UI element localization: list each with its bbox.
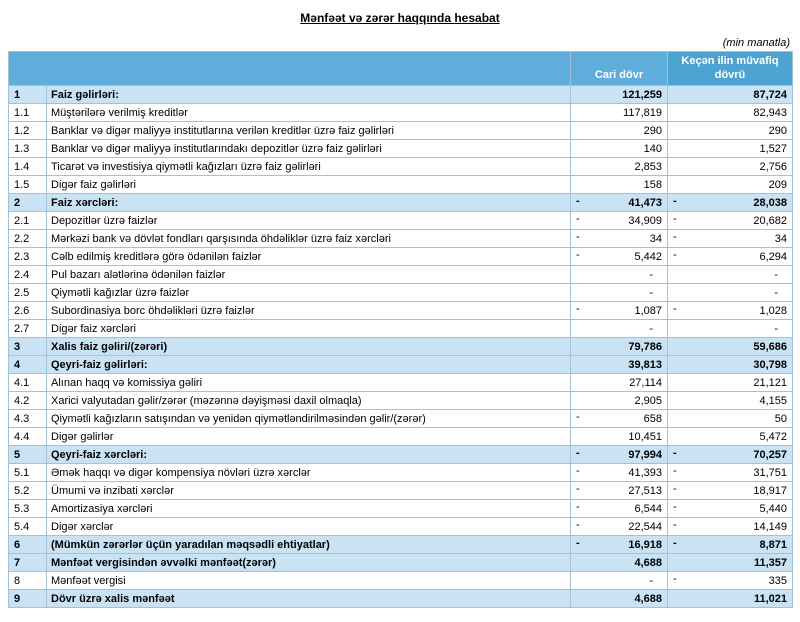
column-header-previous-period: Keçən ilin müvafiq dövrü xyxy=(668,52,793,86)
value-previous-period: 87,724 xyxy=(668,86,793,104)
table-row xyxy=(9,554,793,572)
value-current-period xyxy=(571,212,668,230)
row-label: Faiz gəlirləri: xyxy=(47,86,571,104)
value-current-period xyxy=(571,464,668,482)
negative-sign: - xyxy=(673,231,677,243)
cell-amount: 6,294 xyxy=(759,250,787,263)
cell-amount: 1,028 xyxy=(759,304,787,317)
row-label: Pul bazarı alətlərinə ödənilən faizlər xyxy=(47,266,571,284)
negative-sign: - xyxy=(673,465,677,477)
unit-note: (min manatla) xyxy=(722,37,790,49)
value-current-period xyxy=(571,500,668,518)
cell-amount: 70,257 xyxy=(753,448,787,461)
value-current-period: 121,259 xyxy=(571,86,668,104)
value-previous-period xyxy=(668,482,793,500)
value-current-period: 2,905 xyxy=(571,392,668,410)
value-current-period: - xyxy=(571,266,668,284)
value-current-period xyxy=(571,536,668,554)
row-number: 2.6 xyxy=(9,302,47,320)
cell-amount: 97,994 xyxy=(628,448,662,461)
row-label: Banklar və digər maliyyə institutlarına verilən kreditlər üzrə faiz gəlirləri xyxy=(47,122,571,140)
row-label: (Mümkün zərərlər üçün yaradılan məqsədli ehtiyatlar) xyxy=(47,536,571,554)
table-row xyxy=(9,410,793,428)
row-label: Qeyri-faiz xərcləri: xyxy=(47,446,571,464)
table-row xyxy=(9,176,793,194)
row-number: 4.3 xyxy=(9,410,47,428)
cell-amount: 18,917 xyxy=(753,484,787,497)
value-current-period: 4,688 xyxy=(571,554,668,572)
row-number: 1.4 xyxy=(9,158,47,176)
value-previous-period: 30,798 xyxy=(668,356,793,374)
row-number: 9 xyxy=(9,590,47,608)
negative-sign: - xyxy=(576,501,580,513)
negative-sign: - xyxy=(673,303,677,315)
row-number: 6 xyxy=(9,536,47,554)
row-label: Ticarət və investisiya qiymətli kağızları üzrə faiz gəlirləri xyxy=(47,158,571,176)
table-row xyxy=(9,158,793,176)
value-current-period: 117,819 xyxy=(571,104,668,122)
value-current-period xyxy=(571,248,668,266)
row-number: 1.2 xyxy=(9,122,47,140)
row-number: 5.3 xyxy=(9,500,47,518)
value-previous-period xyxy=(668,446,793,464)
negative-sign: - xyxy=(673,573,677,585)
row-label: Digər faiz xərcləri xyxy=(47,320,571,338)
table-row xyxy=(9,230,793,248)
row-label: Digər xərclər xyxy=(47,518,571,536)
row-label: Mənfəət vergisi xyxy=(47,572,571,590)
row-label: Faiz xərcləri: xyxy=(47,194,571,212)
value-current-period xyxy=(571,482,668,500)
cell-amount: 5,440 xyxy=(759,502,787,515)
value-current-period: - xyxy=(571,320,668,338)
table-row xyxy=(9,86,793,104)
row-label: Amortizasiya xərcləri xyxy=(47,500,571,518)
row-label: Mənfəət vergisindən əvvəlki mənfəət(zərər) xyxy=(47,554,571,572)
row-label: Mərkəzi bank və dövlət fondları qarşısında öhdəliklər üzrə faiz xərcləri xyxy=(47,230,571,248)
row-number: 7 xyxy=(9,554,47,572)
value-current-period: 290 xyxy=(571,122,668,140)
row-number: 5.4 xyxy=(9,518,47,536)
row-number: 1.5 xyxy=(9,176,47,194)
value-previous-period: 50 xyxy=(668,410,793,428)
negative-sign: - xyxy=(576,195,580,207)
value-previous-period xyxy=(668,464,793,482)
table-row xyxy=(9,284,793,302)
row-number: 2.7 xyxy=(9,320,47,338)
value-previous-period: 209 xyxy=(668,176,793,194)
value-previous-period xyxy=(668,212,793,230)
negative-sign: - xyxy=(576,249,580,261)
table-row xyxy=(9,356,793,374)
negative-sign: - xyxy=(576,519,580,531)
negative-sign: - xyxy=(673,249,677,261)
value-previous-period: - xyxy=(668,284,793,302)
table-row xyxy=(9,482,793,500)
table-row xyxy=(9,464,793,482)
row-number: 4.4 xyxy=(9,428,47,446)
row-label: Digər faiz gəlirləri xyxy=(47,176,571,194)
cell-amount: 22,544 xyxy=(628,520,662,533)
negative-sign: - xyxy=(576,303,580,315)
row-number: 3 xyxy=(9,338,47,356)
page-title: Mənfəət və zərər haqqında hesabat xyxy=(300,11,500,25)
value-current-period: 158 xyxy=(571,176,668,194)
cell-amount: 34 xyxy=(774,232,787,245)
row-label: Ümumi və inzibati xərclər xyxy=(47,482,571,500)
cell-amount: 658 xyxy=(643,412,662,425)
row-label: Banklar və digər maliyyə institutlarındakı depozitlər üzrə faiz gəlirləri xyxy=(47,140,571,158)
cell-amount: 335 xyxy=(768,574,787,587)
table-body xyxy=(9,86,793,608)
row-label: Müştərilərə verilmiş kreditlər xyxy=(47,104,571,122)
cell-amount: 6,544 xyxy=(634,502,662,515)
value-previous-period: 82,943 xyxy=(668,104,793,122)
cell-amount: 28,038 xyxy=(753,196,787,209)
value-previous-period xyxy=(668,248,793,266)
row-number: 4.2 xyxy=(9,392,47,410)
table-row xyxy=(9,590,793,608)
value-previous-period: - xyxy=(668,266,793,284)
row-label: Xarici valyutadan gəlir/zərər (məzənnə dəyişməsi daxil olmaqla) xyxy=(47,392,571,410)
row-label: Qeyri-faiz gəlirləri: xyxy=(47,356,571,374)
row-label: Alınan haqq və komissiya gəliri xyxy=(47,374,571,392)
value-previous-period: - xyxy=(668,320,793,338)
negative-sign: - xyxy=(576,465,580,477)
value-previous-period: 1,527 xyxy=(668,140,793,158)
row-number: 5 xyxy=(9,446,47,464)
row-number: 2.1 xyxy=(9,212,47,230)
value-current-period xyxy=(571,194,668,212)
value-previous-period xyxy=(668,302,793,320)
value-current-period: 140 xyxy=(571,140,668,158)
cell-amount: 16,918 xyxy=(628,538,662,551)
value-current-period: - xyxy=(571,284,668,302)
table-row xyxy=(9,122,793,140)
cell-amount: 1,087 xyxy=(634,304,662,317)
value-current-period: 10,451 xyxy=(571,428,668,446)
row-number: 1.1 xyxy=(9,104,47,122)
value-previous-period: 5,472 xyxy=(668,428,793,446)
row-label: Xalis faiz gəliri/(zərəri) xyxy=(47,338,571,356)
value-current-period: - xyxy=(571,572,668,590)
negative-sign: - xyxy=(576,231,580,243)
row-label: Digər gəlirlər xyxy=(47,428,571,446)
table-row xyxy=(9,302,793,320)
row-label: Dövr üzrə xalis mənfəət xyxy=(47,590,571,608)
cell-amount: 41,393 xyxy=(628,466,662,479)
negative-sign: - xyxy=(673,501,677,513)
row-label: Qiymətli kağızların satışından və yenidən qiymətləndirilməsindən gəlir/(zərər) xyxy=(47,410,571,428)
cell-amount: 27,513 xyxy=(628,484,662,497)
cell-amount: 31,751 xyxy=(753,466,787,479)
row-label: Cəlb edilmiş kreditlərə görə ödənilən faizlər xyxy=(47,248,571,266)
row-label: Qiymətli kağızlar üzrə faizlər xyxy=(47,284,571,302)
table-header xyxy=(9,52,793,86)
row-number: 1 xyxy=(9,86,47,104)
value-previous-period: 290 xyxy=(668,122,793,140)
negative-sign: - xyxy=(576,213,580,225)
negative-sign: - xyxy=(673,447,677,459)
table-row xyxy=(9,428,793,446)
table-row xyxy=(9,212,793,230)
header-row xyxy=(9,52,793,86)
value-current-period: 4,688 xyxy=(571,590,668,608)
row-number: 2.5 xyxy=(9,284,47,302)
row-label: Depozitlər üzrə faizlər xyxy=(47,212,571,230)
negative-sign: - xyxy=(673,195,677,207)
value-current-period: 2,853 xyxy=(571,158,668,176)
cell-amount: 8,871 xyxy=(759,538,787,551)
value-previous-period: 4,155 xyxy=(668,392,793,410)
table-row xyxy=(9,248,793,266)
row-number: 2 xyxy=(9,194,47,212)
row-number: 5.2 xyxy=(9,482,47,500)
row-number: 1.3 xyxy=(9,140,47,158)
value-current-period: 79,786 xyxy=(571,338,668,356)
value-current-period xyxy=(571,446,668,464)
value-previous-period xyxy=(668,572,793,590)
column-header-current-period: Cari dövr xyxy=(571,52,668,86)
table-row xyxy=(9,338,793,356)
table-row xyxy=(9,374,793,392)
row-number: 4 xyxy=(9,356,47,374)
negative-sign: - xyxy=(673,537,677,549)
table-row xyxy=(9,194,793,212)
header-corner-cell xyxy=(9,52,571,86)
table-row xyxy=(9,572,793,590)
negative-sign: - xyxy=(576,411,580,423)
cell-amount: 14,149 xyxy=(753,520,787,533)
value-previous-period: 11,357 xyxy=(668,554,793,572)
value-current-period: 39,813 xyxy=(571,356,668,374)
cell-amount: 34 xyxy=(649,232,662,245)
row-number: 4.1 xyxy=(9,374,47,392)
value-previous-period: 11,021 xyxy=(668,590,793,608)
value-current-period xyxy=(571,302,668,320)
cell-amount: 34,909 xyxy=(628,214,662,227)
negative-sign: - xyxy=(576,483,580,495)
value-previous-period xyxy=(668,230,793,248)
negative-sign: - xyxy=(576,537,580,549)
row-label: Subordinasiya borc öhdəlikləri üzrə faizlər xyxy=(47,302,571,320)
value-previous-period xyxy=(668,500,793,518)
table-row xyxy=(9,446,793,464)
row-label: Əmək haqqı və digər kompensiya növləri üzrə xərclər xyxy=(47,464,571,482)
value-previous-period xyxy=(668,194,793,212)
cell-amount: 5,442 xyxy=(634,250,662,263)
value-current-period: 27,114 xyxy=(571,374,668,392)
row-number: 2.3 xyxy=(9,248,47,266)
cell-amount: 41,473 xyxy=(628,196,662,209)
table-row xyxy=(9,500,793,518)
negative-sign: - xyxy=(576,447,580,459)
value-previous-period: 59,686 xyxy=(668,338,793,356)
negative-sign: - xyxy=(673,519,677,531)
value-current-period xyxy=(571,230,668,248)
table-row xyxy=(9,104,793,122)
table-row xyxy=(9,518,793,536)
row-number: 5.1 xyxy=(9,464,47,482)
value-previous-period: 21,121 xyxy=(668,374,793,392)
row-number: 8 xyxy=(9,572,47,590)
table-row xyxy=(9,266,793,284)
row-number: 2.4 xyxy=(9,266,47,284)
value-previous-period xyxy=(668,518,793,536)
value-previous-period xyxy=(668,536,793,554)
negative-sign: - xyxy=(673,483,677,495)
table-row xyxy=(9,140,793,158)
cell-amount: 20,682 xyxy=(753,214,787,227)
negative-sign: - xyxy=(673,213,677,225)
row-number: 2.2 xyxy=(9,230,47,248)
value-current-period xyxy=(571,518,668,536)
value-previous-period: 2,756 xyxy=(668,158,793,176)
table-row xyxy=(9,392,793,410)
value-current-period xyxy=(571,410,668,428)
table-row xyxy=(9,536,793,554)
profit-loss-table xyxy=(8,51,793,608)
table-row xyxy=(9,320,793,338)
